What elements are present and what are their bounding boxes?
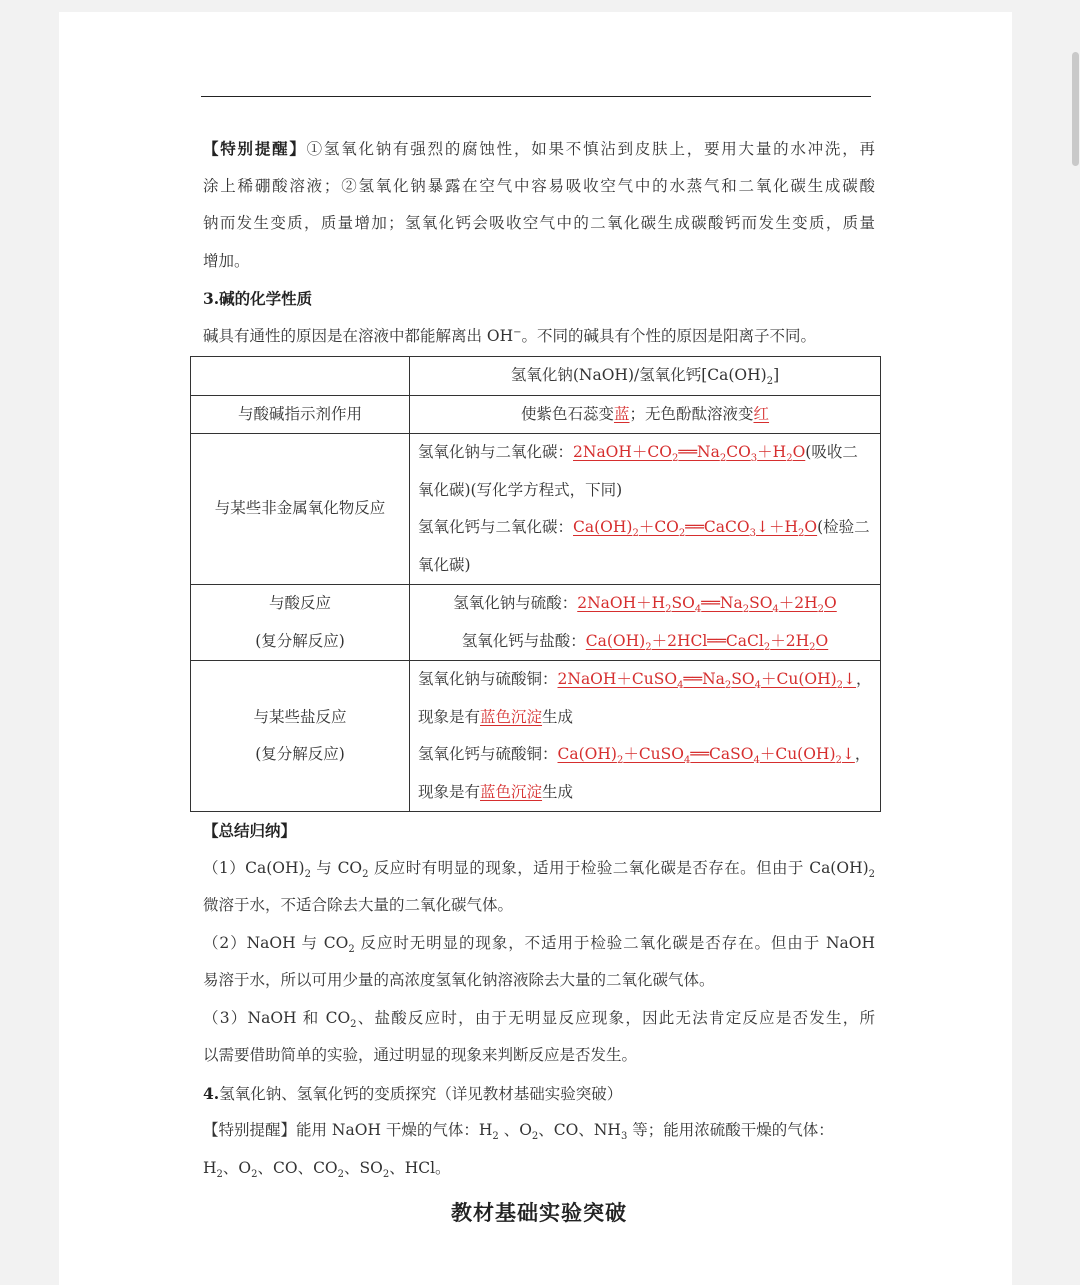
tip-text-line: ①氢氧化钠有强烈的腐蚀性，如果不慎沾到皮肤上，要用大量的水冲洗，再 (306, 140, 875, 158)
row-label: 与酸碱指示剂作用 (237, 404, 362, 423)
page-content (203, 130, 875, 1227)
tip-text-line: 增加。 (203, 251, 250, 270)
table-row: 与酸碱指示剂作用 使紫色石蕊变蓝；无色酚酞溶液变红 (191, 395, 881, 434)
answer-text: 红 (753, 404, 770, 423)
row-sublabel: (复分解反应) (255, 745, 345, 763)
summary-paragraph: 以需要借助简单的实验，通过明显的现象来判断反应是否发生。 (203, 1046, 638, 1064)
section-3-intro: 碱具有通性的原因是在溶液中都能解离出 OH−。不同的碱具有个性的原因是阳离子不同。 (203, 326, 817, 345)
tip-label: 【特别提醒】 (203, 139, 307, 158)
tip-text-line: 钠而发生变质，质量增加；氢氧化钙会吸收空气中的二氧化碳生成碳酸钙而发生变质，质量 (203, 214, 875, 232)
row-label: 与某些非金属氧化物反应 (214, 499, 386, 518)
row-label: 与某些盐反应 (253, 707, 347, 726)
table-row: 与某些非金属氧化物反应 氢氧化钠与二氧化碳：$2NaOH+CO_2══Na_2CO_3+H_2O$(吸收二 氧化碳)(写化学方程式，下同) 氢氧化钙与二氧化碳：$Ca(OH)_2+CO_2══CaCO_3↓+H_2O$(检验二 氧化碳) (191, 434, 881, 585)
tip-paragraph-1 (203, 130, 875, 280)
gas-list: $H_2$、$O_2$、CO、$CO_2$、$SO_2$、HCl。 (203, 1158, 451, 1180)
document-page (59, 12, 1012, 1285)
next-section-title: 教材基础实验突破 (451, 1200, 627, 1225)
table-row: 与酸反应 (复分解反应) 氢氧化钠与硫酸：$2NaOH+H_2SO_4══Na_2SO_4+2H_2O$ 氢氧化钙与盐酸：$Ca(OH)_2+2HCl══CaCl_2+2H_2O$ (191, 585, 881, 661)
summary-paragraph: （2）NaOH 与 $CO_2$ 反应时无明显的现象，不适用于检验二氧化碳是否存在。但由于 NaOH (203, 933, 875, 955)
row-label: 与酸反应 (268, 594, 331, 612)
scrollbar-thumb[interactable] (1072, 52, 1079, 166)
equation-answer: $2NaOH+CuSO_4══Na_2SO_4+Cu(OH)_2↓$ (557, 670, 857, 692)
summary-paragraph: 微溶于水，不适合除去大量的二氧化碳气体。 (203, 896, 514, 914)
table-header-row (191, 357, 881, 396)
section-4-heading: 4.氢氧化钠、氢氧化钙的变质探究（详见教材基础实验突破） (203, 1083, 623, 1103)
summary-heading: 【总结归纳】 (203, 821, 297, 840)
tip-paragraph-2: 【特别提醒】能用 NaOH 干燥的气体：$H_2$ 、$O_2$、CO、$NH_3$ 等；能用浓硫酸干燥的气体： (203, 1121, 834, 1143)
equation-answer: $Ca(OH)_2+CuSO_4══CaSO_4+Cu(OH)_2↓$ (557, 745, 855, 767)
summary-paragraph: （3）NaOH 和 $CO_2$、盐酸反应时，由于无明显反应现象，因此无法肯定反应是否发生，所 (203, 1008, 875, 1030)
tip-text-line: 涂上稀硼酸溶液；②氢氧化钠暴露在空气中容易吸收空气中的水蒸气和二氧化碳生成碳酸 (203, 176, 875, 195)
equation-answer: $2NaOH+CO_2══Na_2CO_3+H_2O$ (573, 443, 806, 465)
summary-paragraph: 易溶于水，所以可用少量的高浓度氢氧化钠溶液除去大量的二氧化碳气体。 (203, 971, 715, 989)
table-row: 与某些盐反应 (复分解反应) 氢氧化钠与硫酸铜：$2NaOH+CuSO_4══Na_2SO_4+Cu(OH)_2↓$， 现象是有蓝色沉淀生成 氢氧化钙与硫酸铜：$Ca(OH)_2+CuSO_4══CaSO_4+Cu(OH)_2↓$， 现象是有蓝色沉淀生成 (191, 661, 881, 812)
answer-text: 蓝色沉淀 (480, 707, 543, 726)
summary-paragraph: $(1)Ca(OH)_2$ 与 $CO_2$ 反应时有明显的现象，适用于检验二氧化碳是否存在。但由于 $Ca(OH)_2$ (203, 858, 875, 880)
answer-text: 蓝 (613, 404, 630, 423)
base-properties-table (190, 356, 881, 812)
section-3-heading: 3.碱的化学性质 (203, 289, 313, 308)
equation-answer: $Ca(OH)_2+2HCl══CaCl_2+2H_2O$ (585, 631, 829, 653)
equation-answer: $2NaOH+H_2SO_4══Na_2SO_4+2H_2O$ (577, 594, 837, 616)
equation-answer: $Ca(OH)_2+CO_2══CaCO_3↓+H_2O$ (573, 518, 818, 540)
answer-text: 蓝色沉淀 (480, 782, 543, 801)
row-sublabel: (复分解反应) (255, 631, 345, 650)
header-rule (201, 96, 871, 97)
table-header: 氢氧化钠(NaOH)/氢氧化钙$[Ca(OH)_2]$ (510, 366, 780, 388)
